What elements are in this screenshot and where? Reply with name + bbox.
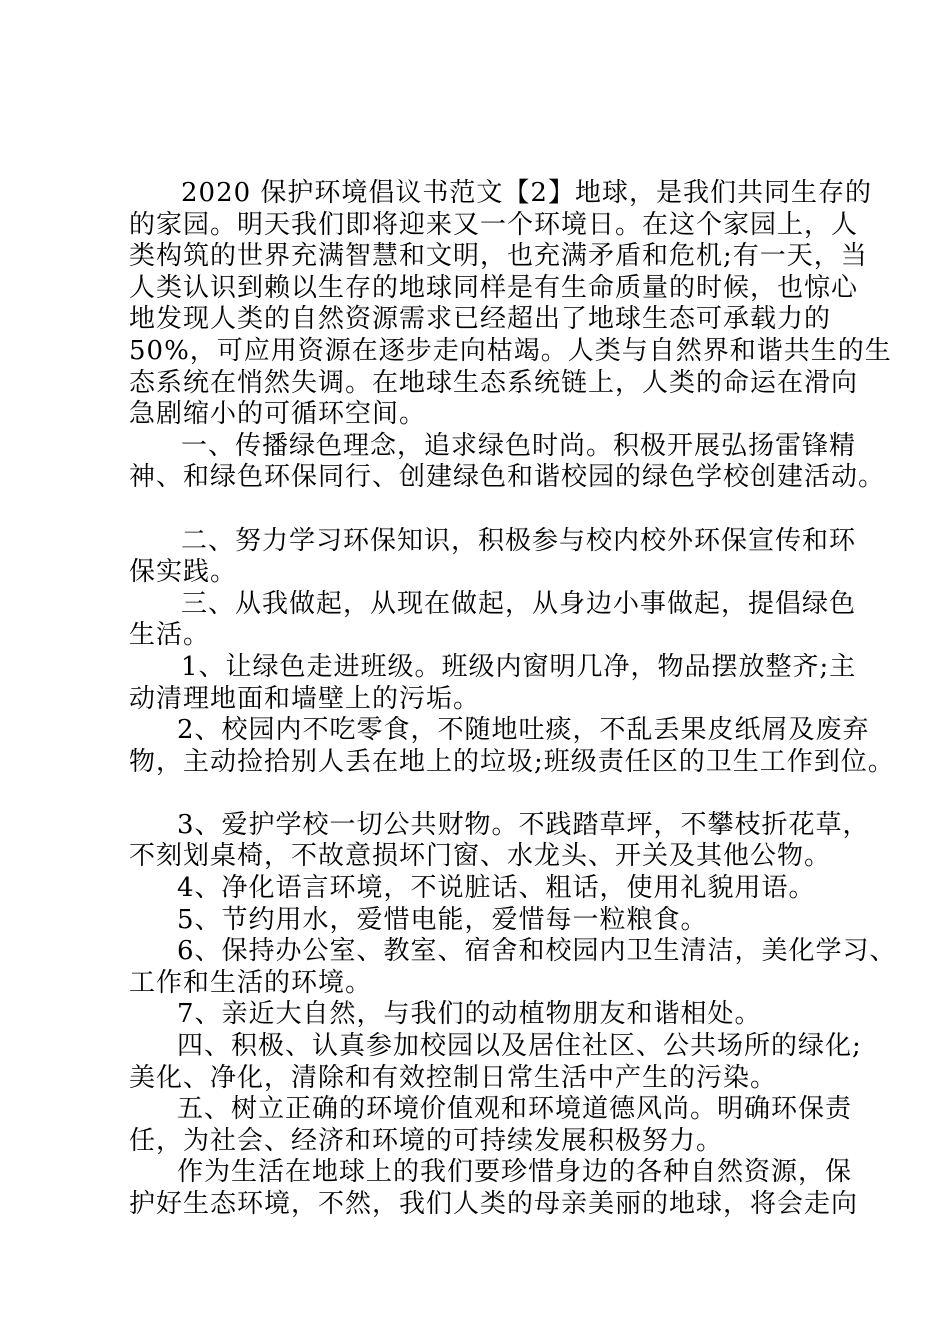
text-line: 人类认识到赖以生存的地球同样是有生命质量的时候，也惊心 bbox=[129, 272, 859, 303]
text-line: 不刻划桌椅，不故意损坏门窗、水龙头、开关及其他公物。 bbox=[129, 841, 832, 872]
text-line: 5、节约用水，爱惜电能，爱惜每一粒粮食。 bbox=[177, 904, 708, 935]
text-line: 三、从我做起，从现在做起，从身边小事做起，提倡绿色 bbox=[181, 588, 857, 619]
text-line: 动清理地面和墙壁上的污垢。 bbox=[129, 683, 481, 714]
text-line: 的家园。明天我们即将迎来又一个环境日。在这个家园上，人 bbox=[129, 209, 859, 240]
text-line: 二、努力学习环保知识，积极参与校内校外环保宣传和环 bbox=[181, 525, 857, 556]
text-line: 四、积极、认真参加校园以及居住社区、公共场所的绿化; bbox=[177, 1031, 862, 1062]
text-line: 50%，可应用资源在逐步走向枯竭。人类与自然界和谐共生的生 bbox=[129, 335, 892, 366]
text-line: 7、亲近大自然，与我们的动植物朋友和谐相处。 bbox=[177, 999, 762, 1030]
text-line: 工作和生活的环境。 bbox=[129, 967, 373, 998]
paragraph-gap bbox=[129, 778, 834, 810]
text-line: 一、传播绿色理念，追求绿色时尚。积极开展弘扬雷锋精 bbox=[181, 430, 857, 461]
text-line: 2、校园内不吃零食，不随地吐痰，不乱丢果皮纸屑及废弃 bbox=[177, 715, 870, 746]
text-line: 护好生态环境，不然，我们人类的母亲美丽的地球，将会走向 bbox=[129, 1189, 859, 1219]
text-line: 类构筑的世界充满智慧和文明，也充满矛盾和危机;有一天，当 bbox=[129, 241, 868, 272]
text-line: 3、爱护学校一切公共财物。不践踏草坪，不攀枝折花草， bbox=[177, 809, 870, 840]
text-line: 生活。 bbox=[129, 620, 211, 651]
text-line: 作为生活在地球上的我们要珍惜身边的各种自然资源，保 bbox=[177, 1157, 853, 1188]
text-line: 态系统在悄然失调。在地球生态系统链上，人类的命运在滑向 bbox=[129, 367, 859, 398]
text-line: 任，为社会、经济和环境的可持续发展积极努力。 bbox=[129, 1125, 724, 1156]
text-line: 神、和绿色环保同行、创建绿色和谐校园的绿色学校创建活动。 bbox=[129, 462, 886, 493]
text-line: 保实践。 bbox=[129, 557, 238, 588]
text-line: 2020 保护环境倡议书范文【2】地球，是我们共同生存的 bbox=[181, 178, 872, 208]
text-line: 物，主动捡拾别人丢在地上的垃圾;班级责任区的卫生工作到位。 bbox=[129, 746, 895, 777]
text-line: 4、净化语言环境，不说脏话、粗话，使用礼貌用语。 bbox=[177, 873, 816, 904]
text-line: 急剧缩小的可循环空间。 bbox=[129, 399, 427, 430]
paragraph-gap bbox=[129, 494, 834, 526]
text-line: 1、让绿色走进班级。班级内窗明几净，物品摆放整齐;主 bbox=[181, 651, 857, 682]
text-line: 美化、净化，清除和有效控制日常生活中产生的污染。 bbox=[129, 1062, 778, 1093]
text-line: 五、树立正确的环境价值观和环境道德风尚。明确环保责 bbox=[177, 1094, 853, 1125]
text-line: 地发现人类的自然资源需求已经超出了地球生态可承载力的 bbox=[129, 304, 832, 335]
document-body bbox=[129, 178, 897, 1221]
text-line: 6、保持办公室、教室、宿舍和校园内卫生清洁，美化学习、 bbox=[177, 936, 897, 967]
